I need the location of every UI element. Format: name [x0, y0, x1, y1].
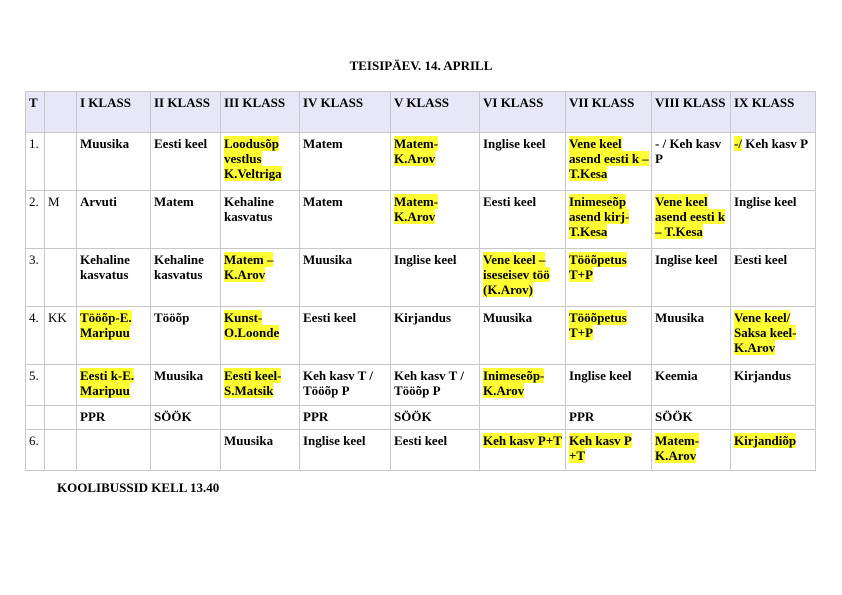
subject-cell [221, 249, 300, 307]
subject-text: Muusika [303, 252, 353, 267]
subject-cell [221, 133, 300, 191]
lesson-mark [45, 406, 77, 430]
subject-text: Kirjandus [394, 310, 452, 325]
subject-cell [652, 249, 731, 307]
lesson-mark [45, 133, 77, 191]
subject-text: Muusika [80, 136, 130, 151]
subject-cell [566, 249, 652, 307]
subject-cell [566, 191, 652, 249]
subject-text: Kehaline kasvatus [154, 252, 204, 282]
subject-text: Tööõpetus T+P [569, 252, 627, 282]
lesson-number: 3. [26, 249, 45, 307]
subject-cell [731, 307, 816, 365]
header-cell: II KLASS [151, 92, 221, 133]
subject-cell [151, 430, 221, 471]
subject-cell [300, 133, 391, 191]
header-cell: IX KLASS [731, 92, 816, 133]
subject-cell [77, 406, 151, 430]
subject-cell [480, 133, 566, 191]
subject-cell [391, 406, 480, 430]
schedule-row [26, 249, 816, 307]
bus-notice: KOOLIBUSSID KELL 13.40 [57, 480, 220, 495]
subject-cell [652, 406, 731, 430]
schedule-row [26, 365, 816, 406]
subject-cell [77, 307, 151, 365]
subject-cell [480, 191, 566, 249]
subject-cell [221, 430, 300, 471]
subject-cell [77, 430, 151, 471]
subject-text: Keh kasv P+T [483, 433, 562, 448]
subject-text: Matem-K.Arov [394, 136, 439, 166]
lesson-mark: KK [45, 307, 77, 365]
subject-cell [300, 365, 391, 406]
subject-cell [221, 307, 300, 365]
lesson-mark: M [45, 191, 77, 249]
subject-text: Matem-K.Arov [655, 433, 700, 463]
subject-cell [77, 365, 151, 406]
subject-text: Vene keel asend eesti k – T.Kesa [569, 136, 649, 181]
subject-text: Kehaline kasvatus [224, 194, 274, 224]
subject-text: SÖÖK [655, 409, 693, 424]
page-title: TEISIPÄEV. 14. APRILL [349, 58, 493, 73]
subject-cell [652, 191, 731, 249]
subject-text: Inglise keel [483, 136, 546, 151]
lesson-mark [45, 430, 77, 471]
subject-text: Matem [303, 194, 343, 209]
subject-cell [391, 307, 480, 365]
subject-text: Kehaline kasvatus [80, 252, 130, 282]
subject-text: Tööõp [154, 310, 190, 325]
subject-cell [151, 406, 221, 430]
subject-cell [151, 133, 221, 191]
subject-cell [731, 406, 816, 430]
lesson-mark [45, 249, 77, 307]
subject-text: Kirjandiõp [734, 433, 797, 448]
subject-text: -/ [734, 136, 742, 151]
subject-text: Kirjandus [734, 368, 792, 383]
subject-cell [566, 365, 652, 406]
subject-cell [221, 406, 300, 430]
subject-cell [652, 307, 731, 365]
subject-cell [221, 365, 300, 406]
subject-cell [480, 430, 566, 471]
subject-text: Eesti keel [303, 310, 357, 325]
lesson-number: 1. [26, 133, 45, 191]
subject-cell [652, 365, 731, 406]
schedule-row [26, 133, 816, 191]
schedule-row [26, 307, 816, 365]
subject-text: Keh kasv T / Tööõp P [303, 368, 373, 398]
lesson-number: 2. [26, 191, 45, 249]
lesson-mark [45, 365, 77, 406]
subject-text: Loodusõp vestlus K.Veltriga [224, 136, 282, 181]
subject-text: Inglise keel [569, 368, 632, 383]
subject-text: Muusika [655, 310, 705, 325]
subject-cell [391, 430, 480, 471]
subject-text: Eesti keel [483, 194, 537, 209]
subject-cell [391, 365, 480, 406]
subject-text: - / Keh kasv P [655, 136, 722, 166]
schedule-row [26, 191, 816, 249]
subject-text: Matem – K.Arov [224, 252, 274, 282]
schedule-table [25, 91, 816, 471]
subject-cell [566, 307, 652, 365]
subject-cell [391, 191, 480, 249]
subject-cell [480, 307, 566, 365]
header-cell: T [26, 92, 45, 133]
subject-text: Tööõpetus T+P [569, 310, 627, 340]
subject-cell [731, 365, 816, 406]
subject-cell [731, 191, 816, 249]
subject-text: Keh kasv P +T [569, 433, 632, 463]
header-cell: IV KLASS [300, 92, 391, 133]
lesson-number: 6. [26, 430, 45, 471]
subject-cell [652, 133, 731, 191]
subject-text: Vene keel – iseseisev töö (K.Arov) [483, 252, 550, 297]
subject-text: Inimeseõp-K.Arov [483, 368, 545, 398]
subject-cell [480, 365, 566, 406]
subject-text: Inimeseõp asend kirj-T.Kesa [569, 194, 630, 239]
subject-text-rest: Keh kasv P [741, 136, 809, 151]
header-row [26, 92, 816, 133]
subject-cell [151, 249, 221, 307]
subject-text: Eesti keel [734, 252, 788, 267]
subject-text: Inglise keel [394, 252, 457, 267]
subject-text: Keemia [655, 368, 698, 383]
subject-cell [77, 133, 151, 191]
subject-text: PPR [80, 409, 106, 424]
subject-text: Keh kasv T / Tööõp P [394, 368, 464, 398]
subject-text: Muusika [483, 310, 533, 325]
subject-cell [731, 430, 816, 471]
subject-cell [731, 249, 816, 307]
header-cell: VI KLASS [480, 92, 566, 133]
subject-text: Arvuti [80, 194, 117, 209]
subject-cell [300, 406, 391, 430]
header-cell: V KLASS [391, 92, 480, 133]
subject-text: Matem [303, 136, 343, 151]
lesson-number: 5. [26, 365, 45, 406]
schedule-row [26, 406, 816, 430]
subject-cell [480, 249, 566, 307]
subject-cell [566, 406, 652, 430]
subject-text: Inglise keel [655, 252, 718, 267]
subject-text: Muusika [224, 433, 274, 448]
subject-text: Inglise keel [734, 194, 797, 209]
subject-text: Tööõp-E. Maripuu [80, 310, 132, 340]
subject-text: Vene keel asend eesti k – T.Kesa [655, 194, 726, 239]
subject-cell [151, 191, 221, 249]
subject-cell [221, 191, 300, 249]
subject-text: Inglise keel [303, 433, 366, 448]
schedule-body [26, 133, 816, 471]
lesson-number: 4. [26, 307, 45, 365]
subject-cell [300, 249, 391, 307]
subject-cell [77, 249, 151, 307]
subject-cell [652, 430, 731, 471]
subject-cell [566, 133, 652, 191]
subject-cell [300, 307, 391, 365]
subject-text: Muusika [154, 368, 204, 383]
subject-text: Eesti k-E. Maripuu [80, 368, 135, 398]
header-cell: VIII KLASS [652, 92, 731, 133]
header-cell: VII KLASS [566, 92, 652, 133]
header-cell [45, 92, 77, 133]
subject-cell [731, 133, 816, 191]
subject-text: Kunst-O.Loonde [224, 310, 280, 340]
subject-text: Eesti keel [154, 136, 208, 151]
subject-cell [300, 191, 391, 249]
subject-text: Matem-K.Arov [394, 194, 439, 224]
subject-text: SÖÖK [154, 409, 192, 424]
subject-cell [77, 191, 151, 249]
subject-cell [300, 430, 391, 471]
subject-cell [151, 365, 221, 406]
subject-text: Eesti keel [394, 433, 448, 448]
lesson-number [26, 406, 45, 430]
header-cell: III KLASS [221, 92, 300, 133]
subject-text: SÖÖK [394, 409, 432, 424]
subject-cell [151, 307, 221, 365]
header-cell: I KLASS [77, 92, 151, 133]
subject-text: PPR [303, 409, 329, 424]
subject-text: PPR [569, 409, 595, 424]
subject-text: Eesti keel-S.Matsik [224, 368, 282, 398]
subject-text: Matem [154, 194, 194, 209]
subject-cell [480, 406, 566, 430]
subject-cell [391, 133, 480, 191]
subject-cell [566, 430, 652, 471]
schedule-row [26, 430, 816, 471]
subject-cell [391, 249, 480, 307]
subject-text: Vene keel/ Saksa keel-K.Arov [734, 310, 797, 355]
